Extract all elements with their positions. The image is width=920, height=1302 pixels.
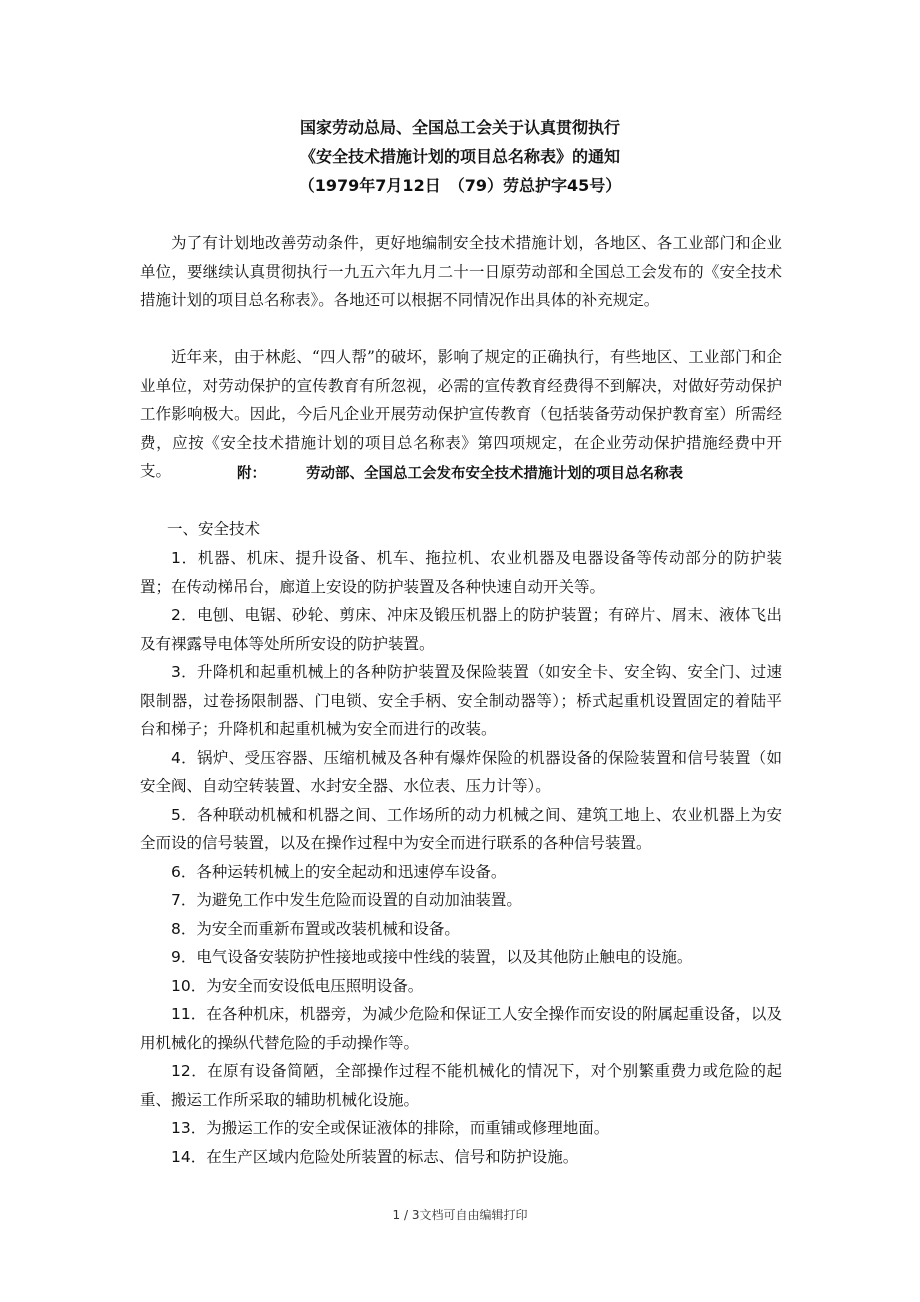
item-number: 4． [171,748,197,767]
list-item [140,1143,782,1172]
item-number: 13． [171,1119,207,1137]
item-text: 各种联动机械和机器之间、工作场所的动力机械之间、建筑工地上、农业机器上为安全而设的信号装置，以及在操作过程中为安全而进行联系的各种信号装置。 [140,805,782,852]
item-text: 在生产区域内危险处所装置的标志、信号和防护设施。 [206,1147,579,1166]
item-text: 为搬运工作的安全或保证液体的排除，而重铺或修理地面。 [206,1119,610,1137]
list-item [140,1057,782,1114]
document-title-line-1: 国家劳动总局、全国总工会关于认真贯彻执行 [299,118,620,137]
item-number: 5． [171,805,197,824]
item-number: 6． [171,862,197,881]
body-paragraph-2: 近年来，由于林彪、“四人帮”的破坏，影响了规定的正确执行，有些地区、工业部门和企业单位，对劳动保护的宣传教育有所忽视，必需的宣传教育经费得不到解决，对做好劳动保护工作影响极大。因此，今后凡企业开展劳动保护宣传教育（包括装备劳动保护教育室）所需经费，应按《安全技术措施计划的项目总名称表》第四项规定，在企业劳动保护措施经费中开支。 [140,348,782,480]
list-item [140,544,782,601]
item-text: 在各种机床，机器旁，为减少危险和保证工人安全操作而安设的附属起重设备，以及用机械化的操纵代替危险的手动操作等。 [140,1005,782,1052]
list-item [140,1000,782,1057]
item-text: 为安全而安设低电压照明设备。 [206,976,424,995]
item-text: 为避免工作中发生危险而设置的自动加油装置。 [196,891,522,909]
item-number: 7． [171,891,197,909]
list-item [140,943,782,972]
list-item [140,1114,782,1143]
item-text: 为安全而重新布置或改装机械和设备。 [196,919,460,938]
item-number: 14． [171,1147,207,1166]
item-text: 机器、机床、提升设备、机车、拖拉机、农业机器及电器设备等传动部分的防护装置；在传动梯吊台，廊道上安设的防护装置及各种快速自动开关等。 [140,549,782,596]
item-number: 3． [171,663,197,681]
item-number: 12． [171,1062,208,1080]
page-footer: 1 / 3文档可自由编辑打印 [392,1208,528,1222]
list-item [140,886,782,915]
attachment-title: 劳动部、全国总工会发布安全技术措施计划的项目总名称表 [306,466,683,482]
document-date-reference: （1979年7月12日 （79）劳总护字45号） [298,176,622,195]
list-item [140,801,782,858]
body-paragraph-1: 为了有计划地改善劳动条件，更好地编制安全技术措施计划，各地区、各工业部门和企业单位，要继续认真贯彻执行一九五六年九月二十一日原劳动部和全国总工会发布的《安全技术措施计划的项目总名称表》。各地还可以根据不同情况作出具体的补充规定。 [140,234,782,309]
item-text: 锅炉、受压容器、压缩机械及各种有爆炸保险的机器设备的保险装置和信号装置（如安全阀、自动空转装置、水封安全器、水位表、压力计等）。 [140,748,782,795]
item-number: 2． [171,606,197,624]
item-text: 在原有设备简陋，全部操作过程不能机械化的情况下，对个别繁重费力或危险的起重、搬运工作所采取的辅助机械化设施。 [140,1062,782,1109]
item-text: 电气设备安装防护性接地或接中性线的装置，以及其他防止触电的设施。 [196,948,693,966]
attachment-heading [0,464,920,484]
item-text: 各种运转机械上的安全起动和迅速停车设备。 [196,862,507,881]
safety-items-list [140,544,782,1171]
list-item [140,658,782,744]
section-heading: 一、安全技术 [167,520,261,538]
attachment-label: 附： [237,466,266,482]
list-item [140,601,782,658]
item-number: 11． [171,1005,207,1023]
item-number: 10． [171,976,207,995]
item-number: 1． [171,549,198,567]
list-item [140,972,782,1001]
list-item [140,858,782,887]
list-item [140,744,782,801]
item-number: 8． [171,919,197,938]
document-title-line-2: 《安全技术措施计划的项目总名称表》的通知 [299,147,620,166]
item-text: 升降机和起重机械上的各种防护装置及保险装置（如安全卡、安全钩、安全门、过速限制器，过卷扬限制器、门电锁、安全手柄、安全制动器等）；桥式起重机设置固定的着陆平台和梯子；升降机和起重机械为安全而进行的改装。 [140,663,782,738]
item-text: 电刨、电锯、砂轮、剪床、冲床及锻压机器上的防护装置；有碎片、屑末、液体飞出及有裸露导电体等处所所安设的防护装置。 [140,606,782,653]
list-item [140,915,782,944]
item-number: 9． [171,948,197,966]
